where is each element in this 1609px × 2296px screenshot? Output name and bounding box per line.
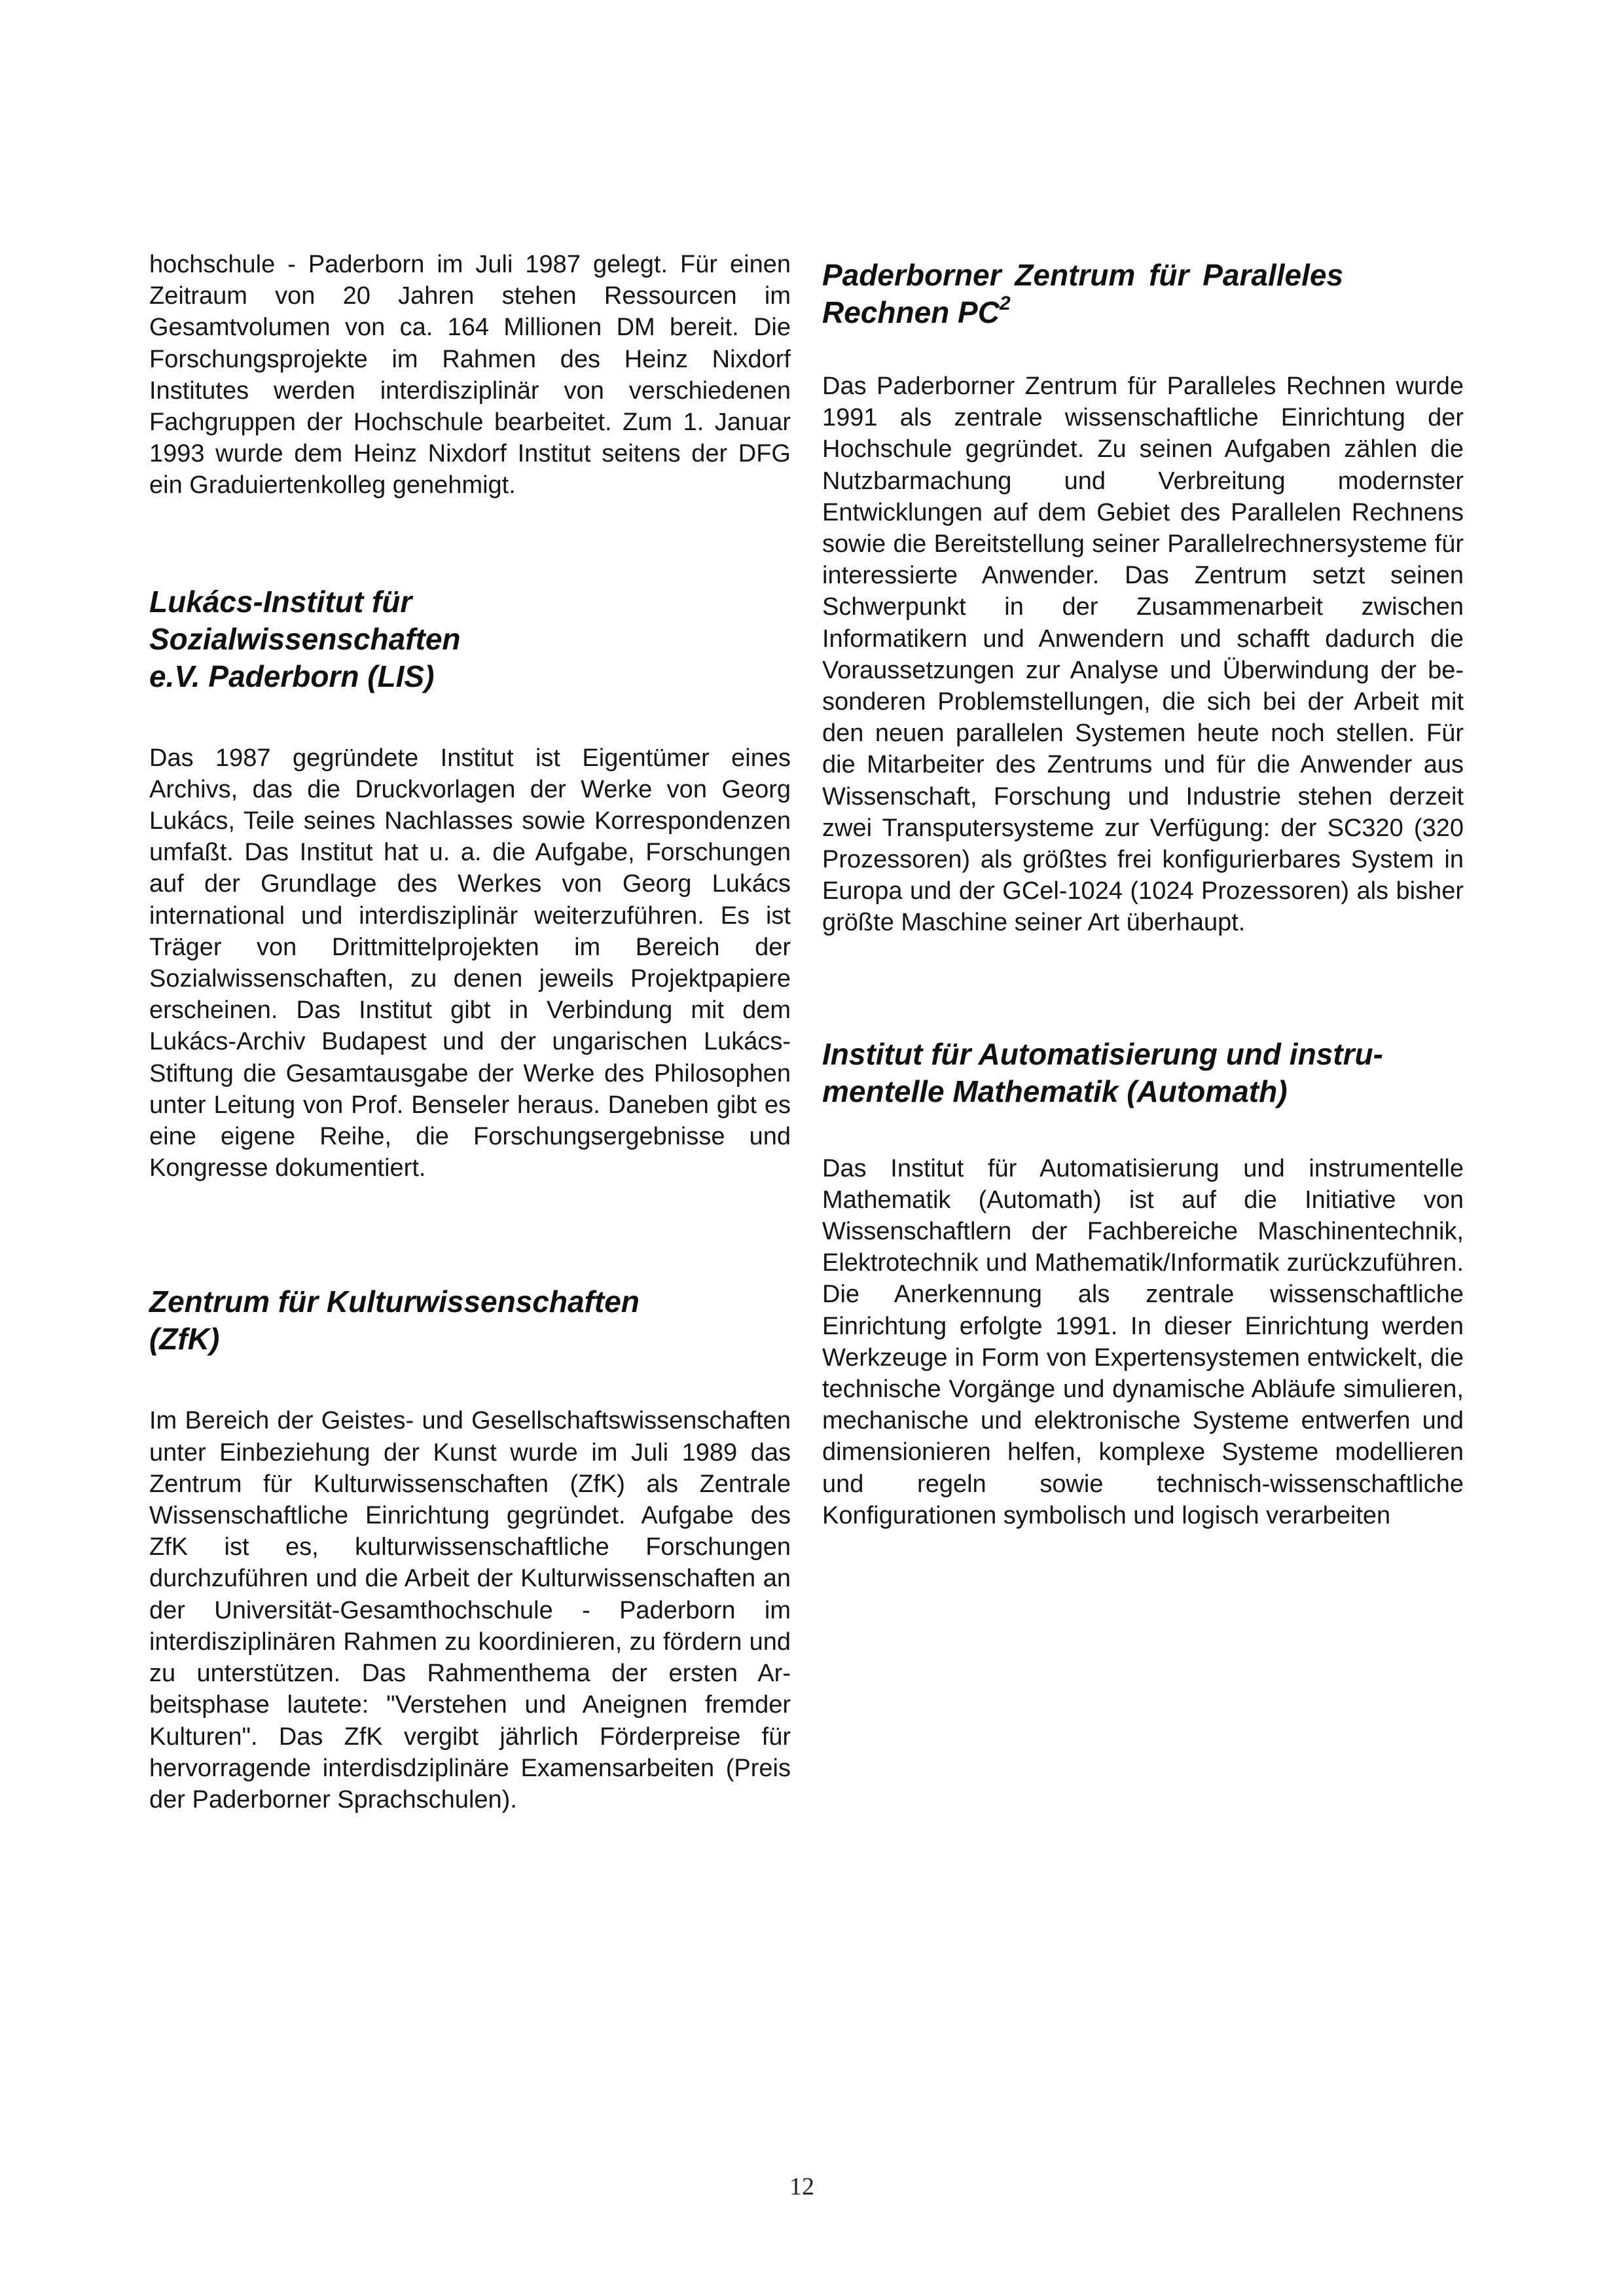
zfk-heading-line1: Zentrum für Kulturwissenschaften <box>149 1285 640 1319</box>
zfk-heading-line2: (ZfK) <box>149 1322 220 1357</box>
page-number: 12 <box>789 2173 814 2200</box>
lis-heading-line1: Lukács-Institut für <box>149 584 412 619</box>
zfk-heading <box>149 1283 791 1358</box>
pc2-paragraph: Das Paderborner Zentrum für Paralleles Rechnen wurde 1991 als zentrale wissenschaftliche Einrichtung der Hochschule gegründet. Zu seinen Aufgaben zählen die Nutzbarmachung und Verbreitung modernster Entwicklungen auf dem Gebiet des Parallelen Rechnens sowie die Bereitstellung seiner Parallelrechnersysteme für interessierte Anwender. Das Zentrum setzt seinen Schwerpunkt in der Zusammenarbeit zwischen Informatikern und Anwendern und schafft dadurch die Voraussetzungen zur Analyse und Überwindung der besonderen Problemstellungen, die sich bei der Arbeit mit den neuen parallelen Systemen heute noch stellen. Für die Mitarbeiter des Zentrums und für die Anwender aus Wissenschaft, Forschung und Industrie stehen derzeit zwei Transputersysteme zur Verfügung: der SC320 (320 Prozessoren) als größtes frei konfigurierbares System in Europa und der GCel-1024 (1024 Prozessoren) als bisher größte Maschine seiner Art überhaupt. <box>822 373 1464 937</box>
lis-heading-line2: Sozialwissenschaften <box>149 621 461 656</box>
automath-section <box>822 1036 1464 1531</box>
automath-heading <box>822 1036 1464 1110</box>
right-column <box>822 249 1464 1531</box>
lis-paragraph: Das 1987 gegründete Institut ist Eigentümer eines Archivs, das die Druckvorlagen der Werke von Georg Lukács, Teile seines Nachlasses sowie Korrespondenzen umfaßt. Das Institut hat u. a. die Aufgabe, Forschungen auf der Grundlage des Werkes von Georg Lukács international und interdisziplinär weiterzuführen. Es ist Träger von Drittmittelprojekten im Bereich der Sozialwissenschaften, zu denen jeweils Projektpapiere erscheinen. Das Institut gibt in Verbindung mit dem Lukács-Archiv Budapest und der ungarischen Lukács-Stiftung die Gesamtausgabe der Werke des Philosophen unter Leitung von Prof. Benseler heraus. Daneben gibt es eine eigene Reihe, die Forschungsergebnisse und Kongresse dokumentiert. <box>149 744 791 1182</box>
automath-heading-line1: Institut für Automatisierung und instru- <box>822 1036 1383 1071</box>
pc2-heading-line2: Rechnen PC <box>822 295 1000 329</box>
left-column <box>149 249 791 1815</box>
automath-paragraph: Das Institut für Automatisierung und instrumentelle Mathematik (Automath) ist auf die Initiative von Wissenschaftlern der Fachbereiche Maschinentechnik, Elektrotechnik und Mathematik/Informatik zurückzuführen. Die Anerkennung als zentrale wissenschaftliche Einrichtung erfolgte 1991. In dieser Einrichtung werden Werkzeuge in Form von Expertensystemen entwickelt, die technische Vorgänge und dynamische Abläufe simulieren, mechanische und elektronische Systeme entwerfen und dimensionieren helfen, komplexe Systeme modellieren und regeln sowie technisch-wissenschaftliche Konfigurationen symbolisch und logisch verarbeiten <box>822 1154 1464 1529</box>
pc2-heading <box>822 257 1464 331</box>
lis-section <box>149 583 791 1184</box>
zfk-section <box>149 1283 791 1815</box>
pc2-section <box>822 257 1464 939</box>
lis-heading <box>149 583 791 695</box>
nixdorf-continuation-paragraph: hochschule - Paderborn im Juli 1987 gelegt. Für einen Zeitraum von 20 Jahren stehen Ressourcen im Gesamtvolumen von ca. 164 Millionen DM bereit. Die Forschungsprojekte im Rahmen des Heinz Nixdorf Institutes werden interdisziplinär von verschiedenen Fachgruppen der Hochschule bearbeitet. Zum 1. Januar 1993 wurde dem Heinz Nixdorf Institut seitens der DFG ein Graduiertenkolleg genehmigt. <box>149 251 791 500</box>
automath-heading-line2: mentelle Mathematik (Automath) <box>822 1074 1288 1108</box>
pc2-heading-line1: Paderborner Zentrum für Paralleles <box>822 258 1344 292</box>
pc2-heading-superscript: 2 <box>999 293 1011 314</box>
zfk-paragraph: Im Bereich der Geistes- und Gesellschaftswissenschaften unter Einbeziehung der Kunst wurde im Juli 1989 das Zentrum für Kulturwissenschaften (ZfK) als Zentrale Wissenschaftliche Einrichtung gegründet. Aufgabe des ZfK ist es, kulturwissenschaftliche Forschungen durchzuführen und die Arbeit der Kulturwissenschaften an der Universität-Gesamthochschule - Paderborn im interdisziplinären Rahmen zu koordinieren, zu fördern und zu unterstützen. Das Rahmenthema der ersten Arbeitsphase lautete: "Verstehen und Aneignen fremder Kulturen". Das ZfK vergibt jährlich Förderpreise für hervorragende interdisdziplinäre Examensarbeiten (Preis der Paderborner Sprachschulen). <box>149 1407 791 1813</box>
lis-heading-line3: e.V. Paderborn (LIS) <box>149 659 435 693</box>
